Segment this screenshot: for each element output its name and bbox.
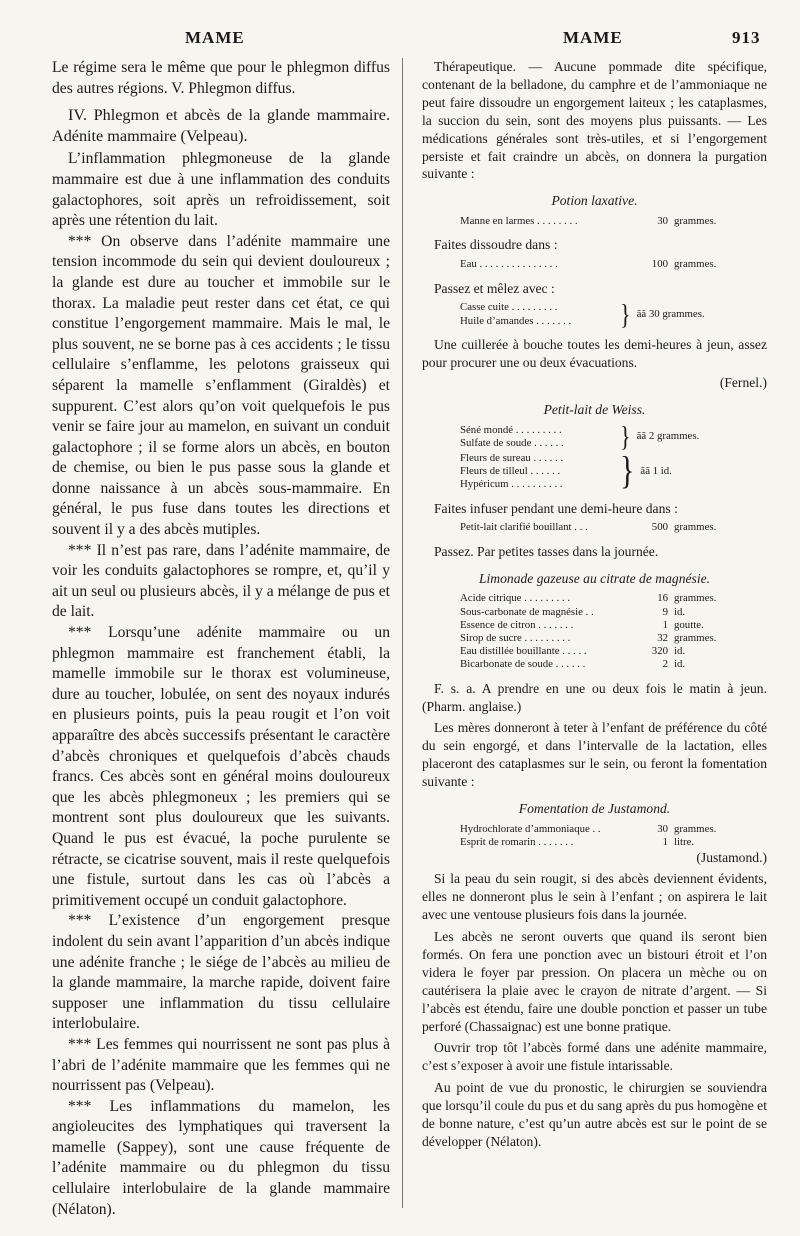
paragraph-therapeutique: Thérapeutique. — Aucune pommade dite spécifique, contenant de la belladone, du camphre et de l’ammoniaque ne peut faire dissoudre un engorgement laiteux ; les cataplasmes, la succion du sein, sont des moyens plus puissants. — Les médications générales sont très-utiles, et si l’engorgement persiste et fait craindre un abcès, on donnera la purgation suivante :: [422, 59, 767, 182]
section-heading: IV. Phlegmon et abcès de la glande mammaire. Adénite mammaire (Velpeau).: [52, 106, 390, 145]
brace-icon: }: [620, 419, 631, 453]
paragraph: *** Il n’est pas rare, dans l’adénite mammaire, de voir les conduits galactophores se rompre, et, qu’il y ait un seul ou plusieurs abcès, il y a mélange de pus et de lait.: [52, 541, 390, 621]
instruction: Faites dissoudre dans :: [434, 237, 558, 253]
recipe-row: Petit-lait clarifié bouillant . . . 500 grammes.: [460, 521, 717, 534]
recipe-row: Manne en larmes . . . . . . . . 30 grammes.: [460, 215, 717, 228]
brace-group: Casse cuite . . . . . . . . . Huile d’amandes . . . . . . . } ãã 30 grammes.: [460, 297, 705, 331]
instruction: Passez et mêlez avec :: [434, 280, 555, 296]
recipe-petit-lait: [460, 521, 767, 534]
brace-icon: }: [620, 449, 635, 493]
paragraph: *** L’existence d’un engorgement presque indolent du sein avant l’apparition d’un abcès indique une adénite franche ; le siége de l’abcès au milieu de la glande mammaire, la marche rapide, doivent faire supposer une inflammation du tissu cellulaire interlobulaire.: [52, 912, 390, 1033]
source-citation: (Justamond.): [696, 850, 767, 866]
recipe-row: Essence de citron . . . . . . . 1 goutte.: [460, 618, 704, 631]
paragraph: F. s. a. A prendre en une ou deux fois le matin à jeun. (Pharm. anglaise.): [422, 680, 767, 714]
paragraph: *** On observe dans l’adénite mammaire une tension incommode du sein qui devient douloureux ; la glande est dure au toucher et immobile sur le thorax. La maladie peut rester dans cet état, ce qui constitue l’engorgement mammaire. Mais le mal, le plus souvent, ne se borne pas à ces accidents ; le tissu cellulaire s’enflamme, les pelotons graisseux qui séparent la mamelle s’enflamment (Giraldès) et suppurent. C’est alors qu’on voit quelquefois le pus venir se faire jour au mamelon, en suivant un conduit galactophore ; il se forme alors un abcès, en bouton de chemise, ou bien le pus passe sous la glande et donne naissance à un abcès sous-mammaire. En général, le pus fuse dans toutes les directions et souvent il y a des abcès mutiples.: [52, 232, 390, 539]
paragraph: Les abcès ne seront ouverts que quand ils seront bien formés. On fera une ponction avec un bistouri étroit et l’on videra le foyer par pression. On placera un mèche ou on cautérisera la plaie avec le crayon de nitrate d’argent. — Si l’abcès est étendu, faire une double ponction et passer un tube perforé (Chassaignac) est une bonne pratique.: [422, 929, 767, 1034]
paragraph: *** Les femmes qui nourrissent ne sont pas plus à l’abri de l’adénite mammaire que les femmes qui ne nourrissent pas (Velpeau).: [52, 1035, 390, 1095]
recipe-fomentation: [460, 823, 767, 849]
recipe-row: Sous-carbonate de magnésie . . 9 id.: [460, 605, 686, 618]
brace-group: Séné mondé . . . . . . . . . Sulfate de soude . . . . . . } ãã 2 grammes.: [460, 419, 700, 453]
paragraph: Ouvrir trop tôt l’abcès formé dans une adénite mammaire, c’est s’exposer à avoir une fistule intarissable.: [422, 1040, 767, 1074]
brace-group: Fleurs de sureau . . . . . . Fleurs de tilleul . . . . . . Hypéricum . . . . . . . . . . } ãã 1 id.: [460, 449, 672, 493]
instruction: Faites infuser pendant une demi-heure dans :: [434, 500, 678, 516]
right-running-title: MAME: [563, 28, 623, 47]
paragraph: *** Les inflammations du mamelon, les angioleucites des lymphatiques qui traversent la mamelle (Sappey), sont une cause fréquente de l’adénite mammaire ou du phlegmon du tissu cellulaire interlobulaire de la glande mammaire (Nélaton).: [52, 1097, 390, 1218]
left-running-title: MAME: [185, 28, 245, 47]
recipe-row: Eau distillée bouillante . . . . . 320 id.: [460, 645, 686, 658]
recipe-limonade: [460, 592, 767, 671]
recipe-row: Bicarbonate de soude . . . . . . 2 id.: [460, 658, 686, 671]
recipe-title: Potion laxative.: [551, 193, 638, 209]
recipe-title: Limonade gazeuse au citrate de magnésie.: [478, 570, 711, 586]
right-column: [422, 58, 767, 1155]
recipe-weiss: [460, 419, 767, 493]
recipe-row: Eau . . . . . . . . . . . . . . . 100 grammes.: [460, 258, 717, 271]
recipe-row: Acide citrique . . . . . . . . . 16 grammes.: [460, 592, 717, 605]
paragraph: L’inflammation phlegmoneuse de la glande mammaire est due à une inflammation des conduits galactophores, soit après un refroidissement, soit après une rétention du lait.: [52, 150, 390, 230]
page-number: 913: [732, 28, 761, 47]
recipe-casse: [460, 297, 767, 331]
recipe-row: Sirop de sucre . . . . . . . . . 32 grammes.: [460, 632, 717, 645]
paragraph: Les mères donneront à teter à l’enfant de préférence du côté du sein engorgé, et dans l’intervalle de la lactation, elles placeront des cataplasmes sur le sein, ou feront la fomentation suivante :: [422, 720, 767, 790]
column-divider: [402, 58, 403, 1208]
recipe-potion-laxative: [460, 215, 767, 228]
recipe-row: Esprit de romarin . . . . . . . 1 litre.: [460, 836, 695, 849]
running-header: [0, 28, 800, 52]
recipe-title: Fomentation de Justamond.: [518, 801, 671, 817]
paragraph: Une cuillerée à bouche toutes les demi-heures à jeun, assez pour procurer une ou deux évacuations.: [422, 336, 767, 370]
recipe-row: Hydrochlorate d’ammoniaque . . 30 grammes.: [460, 823, 717, 835]
paragraph: *** Lorsqu’une adénite mammaire ou un phlegmon mammaire est franchement établi, la mamelle immobile sur le thorax est volumineuse, dure au toucher, lobulée, on sent des noyaux indurés en plusieurs points, puis la peau rougit et l’on voit apparaître des abcès successifs présentant le caractère d’abcès chroniques et quelquefois d’abcès chauds francs. Ces abcès sont en général moins douloureux que les abcès phlegmoneux ; les premiers qui se montrent sont plus douloureux que les suivants. Quand le pus est évacué, la poche purulente se rétracte, se cicatrise souvent, mais il reste quelquefois une fistule, surtout dans les cas où l’abcès a primitivement occupé un conduit galactophore.: [52, 624, 390, 909]
recipe-eau: [460, 258, 767, 271]
left-column: [52, 58, 390, 1220]
paragraph: Si la peau du sein rougit, si des abcès deviennent évidents, elles ne donneront plus le sein à l’enfant ; on aspirera le lait avec une ventouse plusieurs fois dans la journée.: [422, 871, 767, 923]
recipe-title: Petit-lait de Weiss.: [543, 401, 646, 417]
paragraph: Le régime sera le même que pour le phlegmon diffus des autres régions. V. Phlegmon diffus.: [52, 59, 390, 97]
instruction: Passez. Par petites tasses dans la journée.: [434, 543, 659, 559]
paragraph: Au point de vue du pronostic, le chirurgien se souviendra que lorsqu’il coule du pus et du sang après du pus homogène et de bonne nature, c’est qu’un autre abcès est sur le point de se développer (Nélaton).: [422, 1080, 767, 1149]
source-citation: (Fernel.): [719, 374, 767, 390]
brace-icon: }: [620, 297, 631, 331]
